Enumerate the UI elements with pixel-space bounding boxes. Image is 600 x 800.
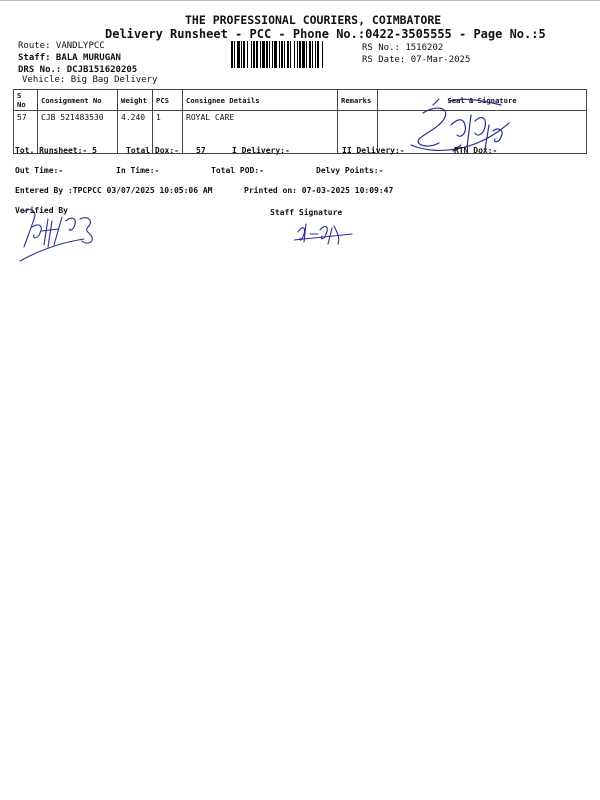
company-name: THE PROFESSIONAL COURIERS, COIMBATORE (185, 13, 442, 27)
out-time: Out Time:- (15, 166, 64, 175)
barcode-bar (299, 41, 301, 68)
cell-consignment: CJB 521483530 (38, 111, 118, 154)
col-pcs: PCS (153, 90, 183, 111)
barcode-bar (297, 41, 298, 68)
total-dox-label: Total Dox:- (126, 146, 179, 155)
barcode-bar (284, 41, 285, 68)
verified-by-label: Verified By (15, 206, 68, 215)
barcode (231, 41, 355, 68)
barcode-bar (266, 41, 268, 68)
barcode-bar (262, 41, 265, 68)
route-label: Route: VANDLYPCC (18, 41, 105, 51)
barcode-bar (294, 41, 295, 68)
printed-on: Printed on: 07-03-2025 10:09:47 (244, 186, 394, 195)
cell-weight: 4.240 (118, 111, 153, 154)
barcode-bar (241, 41, 242, 68)
barcode-bar (231, 41, 233, 68)
barcode-bar (309, 41, 311, 68)
entered-by: Entered By :TPCPCC 03/07/2025 10:05:06 AM (15, 186, 213, 195)
col-weight: Weight (118, 90, 153, 111)
barcode-bar (322, 41, 323, 68)
barcode-bar (312, 41, 313, 68)
barcode-bar (306, 41, 307, 68)
staff-signature (294, 220, 354, 248)
cell-consignee: ROYAL CARE (183, 111, 338, 154)
tot-runsheet: Tot. Runsheet:- 5 (15, 146, 97, 155)
barcode-bar (290, 41, 291, 68)
barcode-bar (302, 41, 305, 68)
barcode-bar (269, 41, 270, 68)
top-rule (0, 0, 600, 1)
col-sno: S No (14, 90, 38, 111)
cell-sno: 57 (14, 111, 38, 154)
barcode-bar (281, 41, 283, 68)
page-title: Delivery Runsheet - PCC - Phone No.:0422-3505555 - Page No.:5 (105, 27, 546, 41)
barcode-bar (251, 41, 252, 68)
delvy-points: Delvy Points:- (316, 166, 384, 175)
total-dox-value: 57 (196, 146, 206, 155)
staff-signature-label: Staff Signature (270, 208, 343, 217)
i-delivery: I Delivery:- (232, 146, 290, 155)
barcode-bar (234, 41, 235, 68)
barcode-bar (279, 41, 280, 68)
total-pod: Total POD:- (211, 166, 264, 175)
barcode-bar (272, 41, 273, 68)
rtn-dox: RTN Dox:- (454, 146, 498, 155)
barcode-bar (237, 41, 240, 68)
drs-number: DRS No.: DCJB151620205 (18, 65, 138, 75)
barcode-bar (317, 41, 319, 68)
staff-label: Staff: BALA MURUGAN (18, 53, 121, 63)
cell-pcs: 1 (153, 111, 183, 154)
col-remarks: Remarks (338, 90, 378, 111)
verifier-signature (18, 205, 108, 265)
barcode-bar (243, 41, 245, 68)
col-consignee: Consignee Details (183, 90, 338, 111)
in-time: In Time:- (116, 166, 160, 175)
rs-date: RS Date: 07-Mar-2025 (362, 55, 471, 65)
vehicle-label: Vehicle: Big Bag Delivery (22, 75, 158, 85)
col-seal: Seal & Signature (378, 90, 587, 111)
barcode-bar (315, 41, 316, 68)
ii-delivery: II Delivery:- (342, 146, 405, 155)
barcode-bar (247, 41, 248, 68)
rs-number: RS No.: 1516202 (362, 43, 444, 53)
barcode-bar (287, 41, 289, 68)
col-consignment: Consignment No (38, 90, 118, 111)
barcode-bar (274, 41, 277, 68)
barcode-bar (253, 41, 255, 68)
barcode-bar (260, 41, 261, 68)
barcode-bar (256, 41, 258, 68)
